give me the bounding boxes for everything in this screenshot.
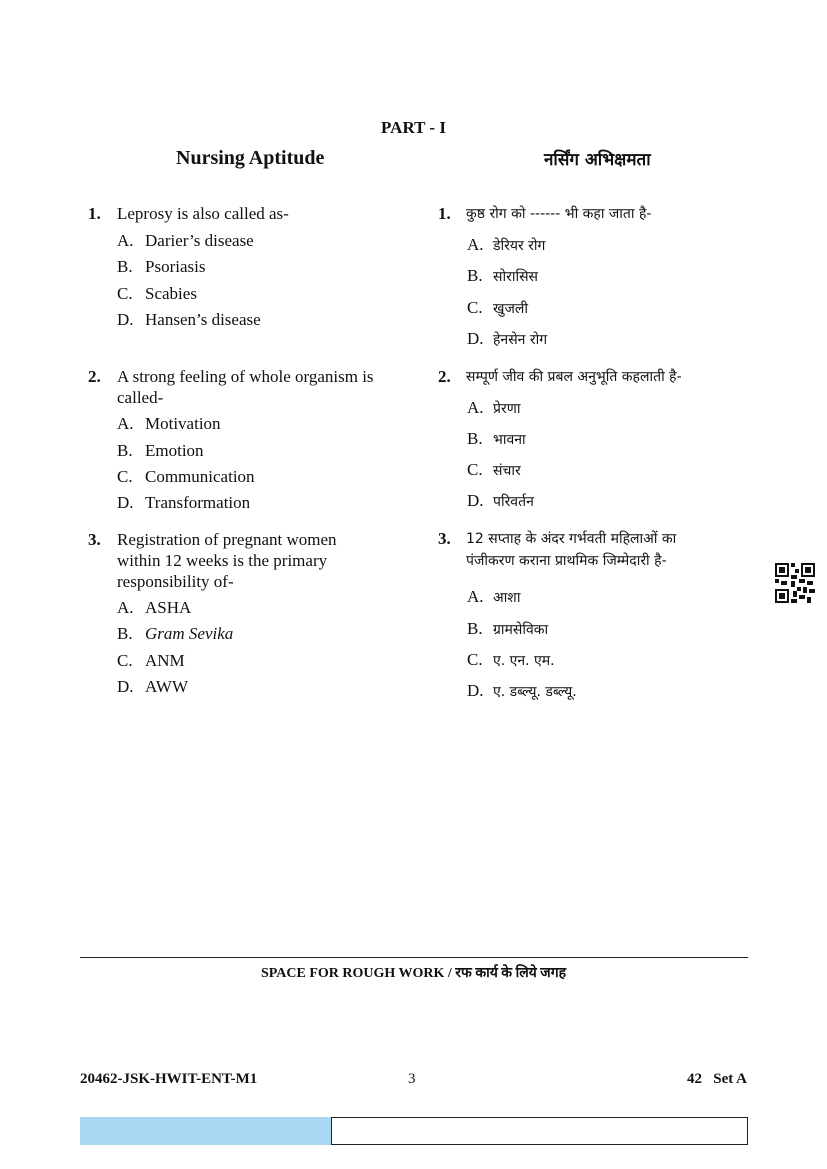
option-a — [117, 413, 221, 434]
question-text: Registration of pregnant women within 12 weeks is the primary responsibility of- — [117, 530, 337, 591]
option-letter: C. — [467, 298, 483, 317]
option-d — [117, 309, 261, 330]
question-text: कुष्ठ रोग को ------ भी कहा जाता है- — [466, 206, 652, 222]
option-letter: D. — [117, 677, 134, 696]
option-text: परिवर्तन — [493, 494, 534, 510]
option-letter: C. — [117, 467, 133, 486]
option-a — [117, 230, 254, 251]
hindi-section-heading: नर्सिंग अभिक्षमता — [544, 150, 651, 170]
option-b — [467, 618, 548, 641]
option-c — [467, 297, 528, 320]
question-number: 3. — [438, 529, 451, 548]
set-info: 42 Set A — [687, 1071, 747, 1087]
option-text: Emotion — [145, 441, 204, 460]
option-b — [117, 256, 205, 277]
page-number: 3 — [408, 1071, 416, 1087]
option-text: आशा — [493, 590, 521, 606]
option-letter: B. — [467, 619, 483, 638]
option-letter: D. — [467, 681, 484, 700]
option-text: Communication — [145, 467, 255, 486]
option-letter: C. — [117, 284, 133, 303]
option-text: ASHA — [145, 598, 192, 617]
option-letter: C. — [467, 650, 483, 669]
option-letter: B. — [467, 429, 483, 448]
option-d — [117, 492, 250, 513]
option-letter: A. — [467, 235, 484, 254]
question-number: 1. — [88, 204, 101, 223]
option-text: भावना — [493, 432, 526, 448]
option-letter: D. — [117, 493, 134, 512]
option-text: Psoriasis — [145, 257, 206, 276]
question-number: 1. — [438, 204, 451, 223]
option-a — [467, 397, 520, 420]
rough-work-label: SPACE FOR ROUGH WORK / रफ कार्य के लिये जगह — [260, 966, 567, 981]
option-c — [117, 466, 255, 487]
option-text: Transformation — [145, 493, 251, 512]
question-text: 12 सप्ताह के अंदर गर्भवती महिलाओं का पंजीकरण कराना प्राथमिक जिम्मेदारी है- — [466, 531, 677, 569]
option-letter: A. — [467, 587, 484, 606]
option-text: Gram Sevika — [145, 624, 234, 643]
option-d — [117, 676, 188, 697]
option-text: Scabies — [145, 284, 197, 303]
option-text: प्रेरणा — [493, 401, 521, 417]
option-letter: D. — [467, 491, 484, 510]
rough-work-divider — [80, 957, 748, 958]
option-text: हेनसेन रोग — [493, 332, 548, 348]
option-b — [117, 440, 204, 461]
option-c — [117, 650, 185, 671]
option-d — [467, 490, 534, 513]
option-text: ANM — [145, 651, 185, 670]
option-text: ए. एन. एम. — [493, 653, 555, 669]
option-letter: C. — [117, 651, 133, 670]
part-title: PART - I — [381, 118, 446, 137]
option-c — [117, 283, 197, 304]
option-a — [467, 586, 520, 609]
option-text: सोरासिस — [493, 269, 538, 285]
option-letter: B. — [117, 441, 133, 460]
qr-code-icon — [775, 563, 815, 603]
option-text: AWW — [145, 677, 189, 696]
option-letter: A. — [467, 398, 484, 417]
option-letter: B. — [117, 257, 133, 276]
question-number: 3. — [88, 530, 101, 549]
option-a — [117, 597, 191, 618]
paper-code: 20462-JSK-HWIT-ENT-M1 — [80, 1071, 258, 1087]
option-c — [467, 649, 555, 672]
option-text: डेरियर रोग — [493, 238, 546, 254]
option-text: Motivation — [145, 414, 221, 433]
question-number: 2. — [438, 367, 451, 386]
option-b — [467, 265, 538, 288]
option-text: Hansen’s disease — [145, 310, 261, 329]
option-b — [467, 428, 526, 451]
option-d — [467, 328, 547, 351]
option-letter: C. — [467, 460, 483, 479]
footer-color-bar — [80, 1117, 331, 1145]
option-d — [467, 680, 577, 703]
option-a — [467, 234, 545, 257]
question-text: A strong feeling of whole organism is called- — [117, 367, 374, 407]
question-number: 2. — [88, 367, 101, 386]
option-c — [467, 459, 521, 482]
option-text: खुजली — [493, 301, 528, 317]
option-letter: B. — [467, 266, 483, 285]
option-letter: B. — [117, 624, 133, 643]
option-letter: D. — [467, 329, 484, 348]
footer-empty-box — [331, 1117, 748, 1145]
option-letter: A. — [117, 231, 134, 250]
option-text: Darier’s disease — [145, 231, 254, 250]
option-text: ए. डब्ल्यू. डब्ल्यू. — [493, 684, 577, 700]
option-letter: D. — [117, 310, 134, 329]
option-b — [117, 623, 233, 644]
question-text: सम्पूर्ण जीव की प्रबल अनुभूति कहलाती है- — [466, 369, 682, 385]
option-text: संचार — [493, 463, 521, 479]
option-letter: A. — [117, 414, 134, 433]
question-text: Leprosy is also called as- — [117, 204, 289, 223]
option-letter: A. — [117, 598, 134, 617]
english-section-heading: Nursing Aptitude — [176, 147, 325, 169]
option-text: ग्रामसेविका — [493, 622, 549, 638]
